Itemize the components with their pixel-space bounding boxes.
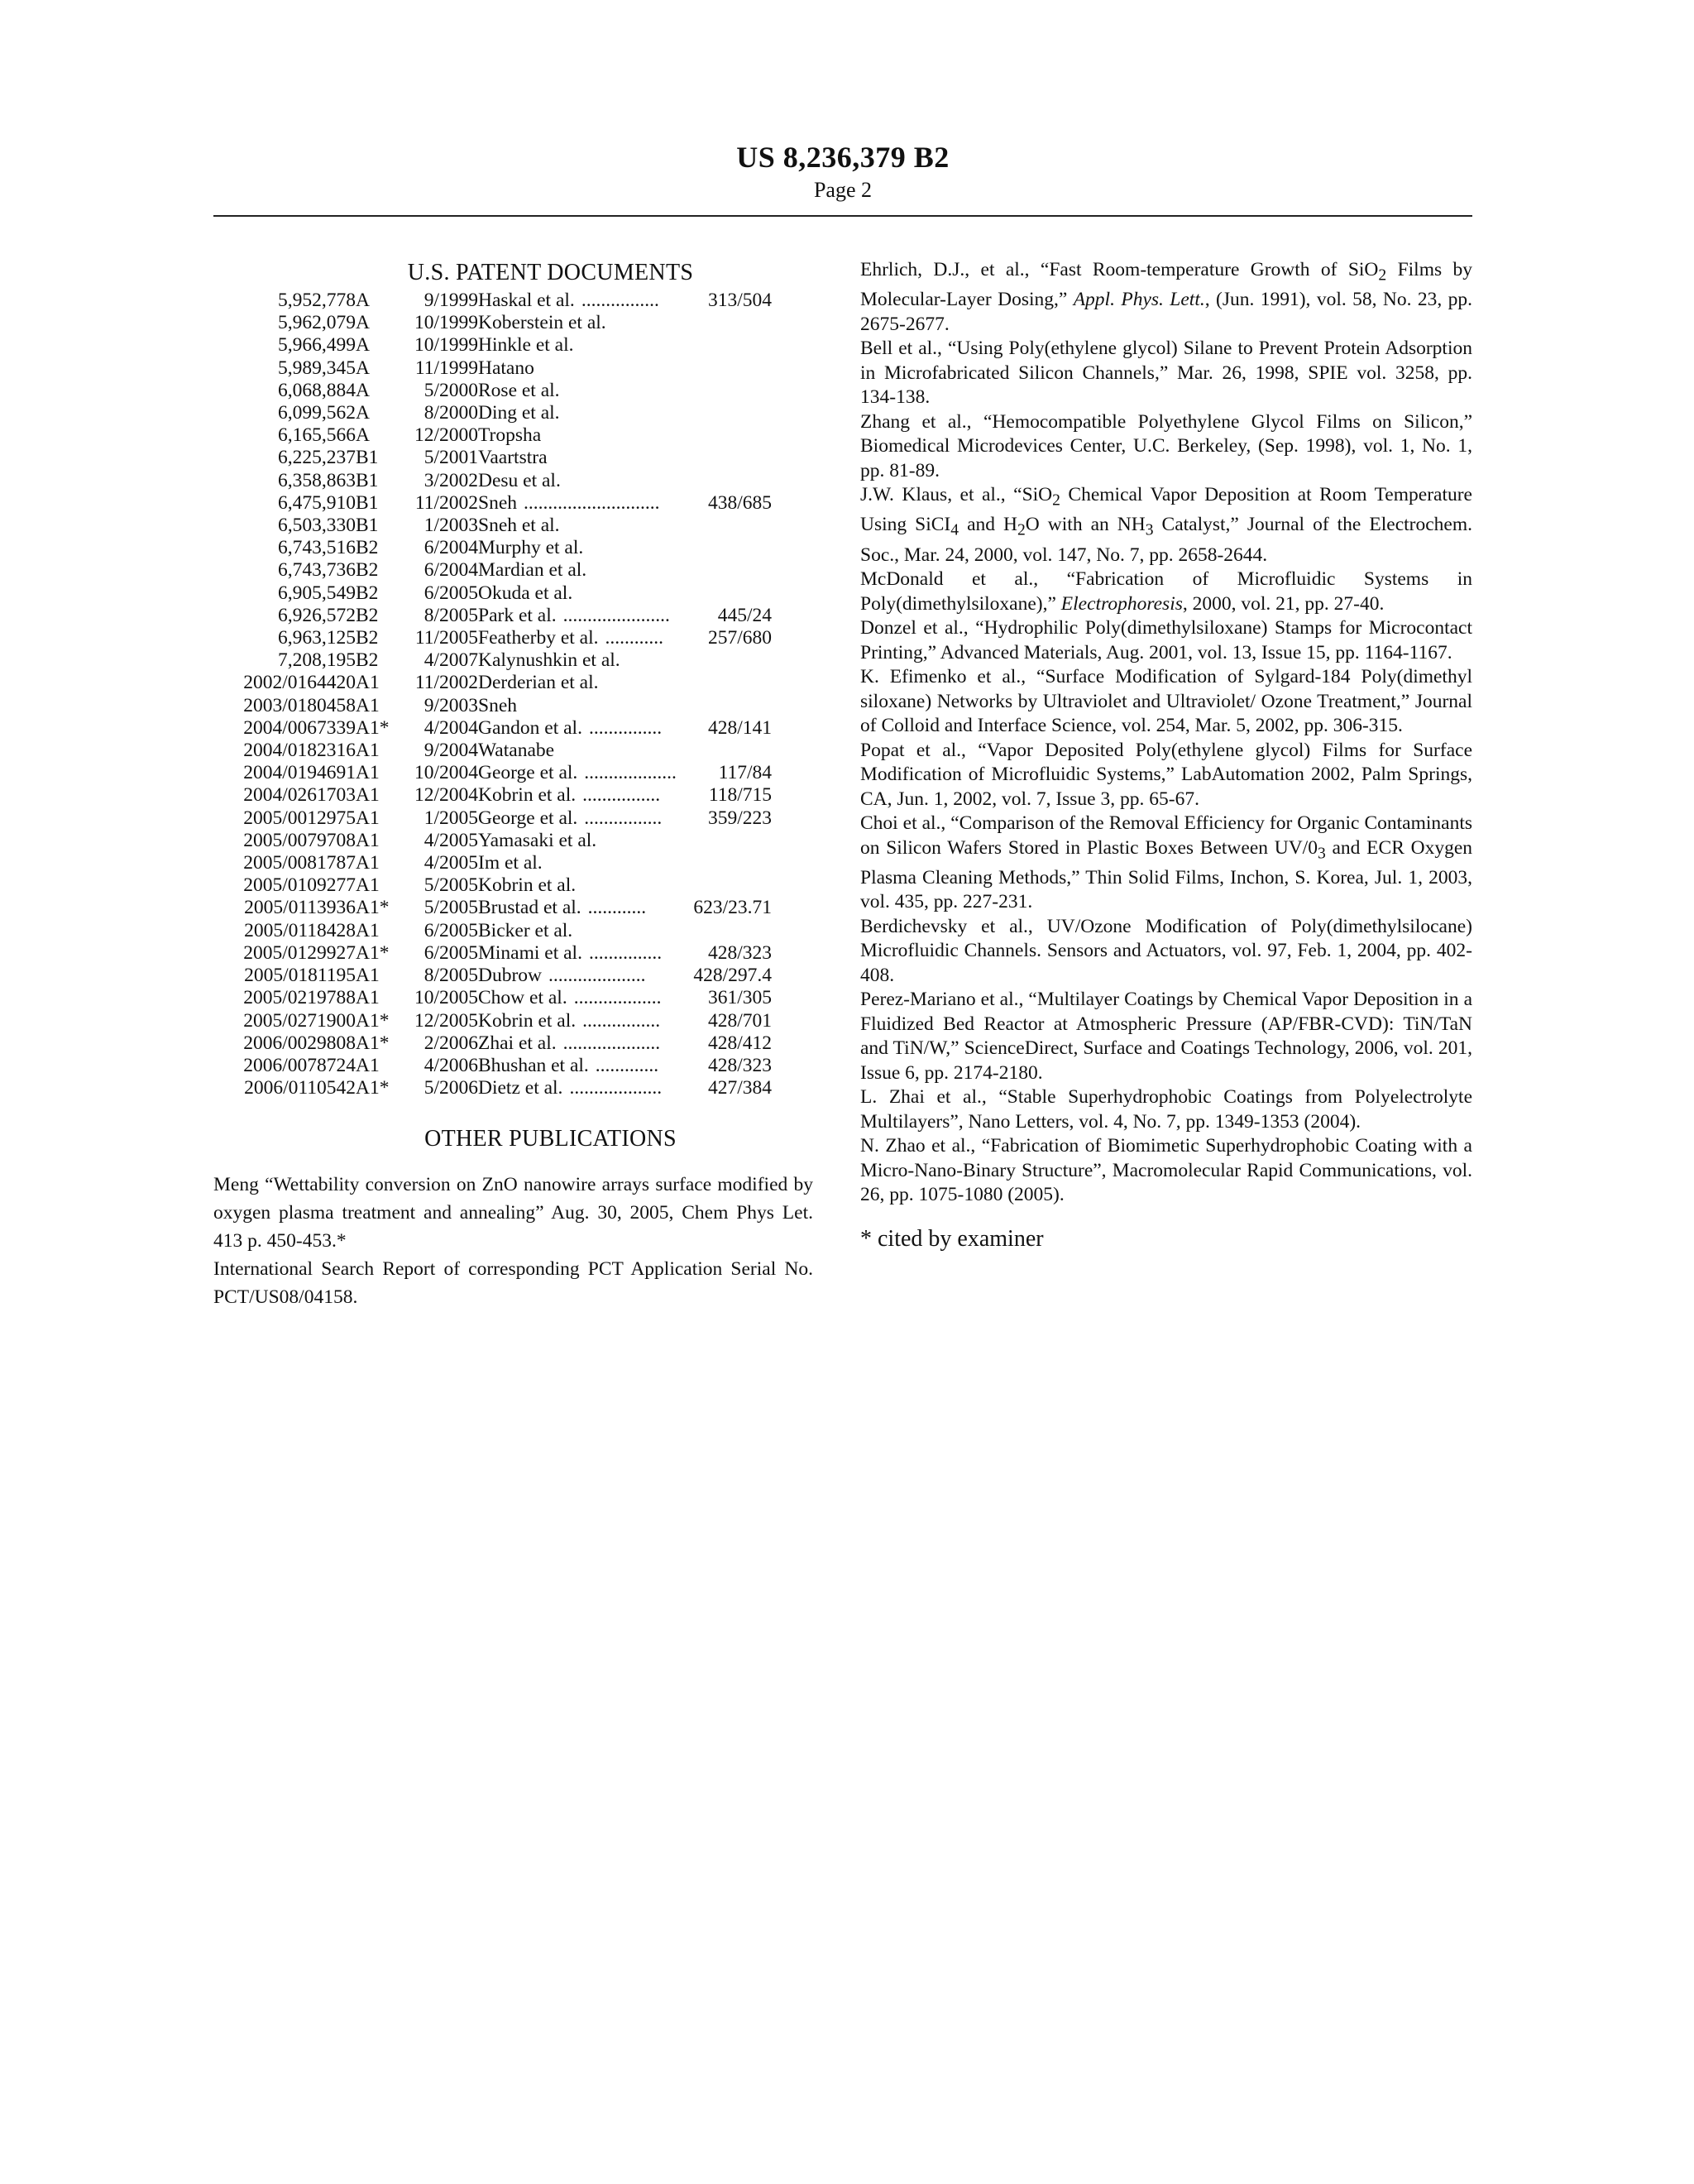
patent-inventor-cell [478,492,772,515]
leader-dots: ............. [595,1054,659,1076]
patent-date-cell: 6/2005 [424,919,478,941]
classification-code: 428/323 [707,1054,772,1076]
patent-row [213,290,772,312]
patent-inventor-cell [478,470,772,492]
leader-dots: .................. [573,987,662,1009]
patent-inventor-cell [478,380,772,402]
patent-number-cell: 6,068,884 [278,379,356,401]
patent-row [213,897,772,919]
leader-dots: ................ [584,807,663,829]
patent-inventor-cell [478,357,772,380]
leader-dots: .................... [562,1032,661,1054]
patent-number-cell: 2004/0261703 [243,784,356,807]
classification-code: 428/297.4 [693,965,772,987]
patent-row [213,312,772,334]
patent-date-cell: 10/2005 [414,987,478,1009]
classification-code: 445/24 [717,604,772,626]
patent-kind-cell: A1 [356,987,380,1009]
inventor-name: Bicker et al. [478,919,573,941]
patent-date-cell: 8/2000 [424,402,478,424]
publication-entry: Choi et al., “Comparison of the Removal Efficiency for Organic Contaminants on Silicon Wafers Stored in Plastic Boxes Between $UV/0_3$ and ECR Oxygen Plasma Cleaning Methods,” Thin Solid Films, Inchon, S. Korea, Jul. 1, 2003, vol. 435, pp. 227-231. [860,812,1472,913]
patent-date-cell: 12/2000 [414,424,478,447]
patent-date-cell: 9/2003 [424,694,478,716]
patent-row [213,470,772,492]
patent-date-cell: 5/2005 [424,897,478,919]
patent-inventor-cell [478,672,772,694]
patent-kind-cell: A1 [356,784,380,807]
patent-number: US 8,236,379 B2 [736,141,950,174]
inventor-name: Tropsha [478,424,542,447]
patent-number-cell: 2002/0164420 [243,672,356,694]
patent-date-cell: 4/2005 [424,852,478,874]
patent-inventor-cell [478,942,772,965]
patent-row [213,492,772,515]
patent-date-cell: 12/2005 [414,1009,478,1032]
inventor-name: Minami et al. [478,941,582,964]
classification-code: 118/715 [708,784,772,807]
publication-entry: Zhang et al., “Hemocompatible Polyethylene Glycol Films on Silicon,” Biomedical Microdevices Center, U.C. Berkeley, (Sep. 1998), vol. 1, No. 1, pp. 81-89. [860,410,1472,481]
header-rule [213,215,1472,217]
inventor-name: Sneh [478,694,517,716]
patent-date-cell: 5/2005 [424,874,478,897]
patent-number-cell: 5,966,499 [278,334,356,357]
patent-inventor-cell [478,1055,772,1077]
patent-row [213,920,772,942]
patent-date-cell: 4/2006 [424,1054,478,1076]
publication-entry: J.W. Klaus, et al., “SiO$_2$ Chemical Vapor Deposition at Room Temperature Using SiCI$_4$ and $H_2O$ with an $NH_3$ Catalyst,” Journal of the Electrochem. Soc., Mar. 24, 2000, vol. 147, No. 7, pp. 2658-2644. [860,484,1472,566]
inventor-name: Kalynushkin et al. [478,649,620,672]
inventor-name: Mardian et al. [478,559,587,582]
patent-inventor-cell [478,987,772,1009]
patent-kind-cell: A1 [356,829,380,851]
patent-date-cell: 11/2002 [414,491,478,514]
publication-entry: Meng “Wettability conversion on ZnO nanowire arrays surface modified by oxygen plasma treatment and annealing” Aug. 30, 2005, Chem Phys Let. 413 p. 450-453.* [213,1174,813,1252]
inventor-name: Hatano [478,357,534,379]
patent-kind-cell: A [356,312,370,334]
classification-code: 361/305 [707,987,772,1009]
patent-row [213,605,772,627]
inventor-name: Yamasaki et al. [478,829,597,851]
patent-number-cell: 5,989,345 [278,357,356,379]
inventor-name: George et al. [478,807,578,829]
patent-inventor-cell [478,965,772,987]
patent-number-cell: 2005/0109277 [243,874,356,897]
patent-date-cell: 5/2006 [424,1077,478,1099]
patent-date-cell: 8/2005 [424,604,478,626]
patent-kind-cell: A1* [356,716,390,739]
leader-dots: ............... [588,716,663,739]
inventor-name: Kobrin et al. [478,784,577,807]
inventor-name: Vaartstra [478,447,548,469]
inventor-name: Chow et al. [478,987,567,1009]
patent-date-cell: 10/1999 [414,334,478,357]
patent-documents-table [213,290,772,1099]
patent-inventor-cell [478,920,772,942]
patent-documents-heading: U.S. PATENT DOCUMENTS [407,260,694,285]
patent-date-cell: 4/2007 [424,649,478,672]
patent-kind-cell: B2 [356,559,379,582]
patent-kind-cell: A1 [356,874,380,897]
patent-kind-cell: A1* [356,897,390,919]
patent-row [213,740,772,762]
patent-inventor-cell [478,852,772,874]
patent-row [213,402,772,424]
patent-row [213,447,772,469]
patent-kind-cell: B2 [356,537,379,559]
publication-entry: Donzel et al., “Hydrophilic Poly(dimethylsiloxane) Stamps for Microcontact Printing,” Advanced Materials, Aug. 2001, vol. 13, Issue 15, pp. 1164-1167. [860,617,1472,663]
leader-dots: ............... [588,941,663,964]
inventor-name: Park et al. [478,604,557,626]
patent-date-cell: 4/2005 [424,829,478,851]
patent-inventor-cell [478,717,772,740]
leader-dots: .................... [548,965,646,987]
patent-date-cell: 11/2002 [414,672,478,694]
patent-date-cell: 5/2001 [424,447,478,469]
patent-row [213,559,772,582]
inventor-name: Brustad et al. [478,897,581,919]
patent-number-cell: 6,225,237 [278,447,356,469]
page-header [213,139,1472,204]
patent-row [213,852,772,874]
patent-row [213,582,772,605]
inventor-name: Gandon et al. [478,716,582,739]
inventor-name: Bhushan et al. [478,1054,589,1076]
publication-entry: N. Zhao et al., “Fabrication of Biomimetic Superhydrophobic Coating with a Micro-Nano-Binary Structure”, Macromolecular Rapid Communications, vol. 26, pp. 1075-1080 (2005). [860,1135,1472,1206]
patent-kind-cell: B2 [356,649,379,672]
patent-kind-cell: B2 [356,604,379,626]
publication-entry: Popat et al., “Vapor Deposited Poly(ethylene glycol) Films for Surface Modification of Microfluidic Systems,” LabAutomation 2002, Palm Springs, CA, Jun. 1, 2002, vol. 7, Issue 3, pp. 65-67. [860,739,1472,810]
patent-date-cell: 12/2004 [414,784,478,807]
patent-inventor-cell [478,312,772,334]
patent-kind-cell: A1 [356,672,380,694]
inventor-name: Kobrin et al. [478,874,577,897]
patent-number-cell: 6,358,863 [278,469,356,491]
publication-entry: Bell et al., “Using Poly(ethylene glycol) Silane to Prevent Protein Adsorption in Microfabricated Silicon Channels,” Mar. 26, 1998, SPIE vol. 3258, pp. 134-138. [860,338,1472,409]
patent-row [213,334,772,357]
patent-inventor-cell [478,740,772,762]
patent-kind-cell: A1 [356,1054,380,1076]
patent-kind-cell: B1 [356,447,379,469]
patent-row [213,874,772,897]
patent-date-cell: 5/2000 [424,379,478,401]
patent-number-cell: 2004/0067339 [243,716,356,739]
patent-inventor-cell [478,1077,772,1099]
patent-number-cell: 6,099,562 [278,402,356,424]
leader-dots: ................... [569,1077,663,1099]
classification-code: 117/84 [718,762,772,784]
patent-inventor-cell [478,1010,772,1032]
patent-number-cell: 6,475,910 [278,491,356,514]
patent-number-cell: 2005/0113936 [244,897,356,919]
inventor-name: Dubrow [478,965,543,987]
patent-kind-cell: A1 [356,965,380,987]
publication-entry: McDonald et al., “Fabrication of Microfluidic Systems in Poly(dimethylsiloxane),” Electrophoresis, 2000, vol. 21, pp. 27-40. [860,568,1472,615]
leader-dots: ................ [582,1009,661,1032]
leader-dots: ............ [587,897,647,919]
classification-code: 623/23.71 [693,897,772,919]
patent-number-cell: 6,743,516 [278,537,356,559]
inventor-name: Sneh et al. [478,515,560,537]
patent-date-cell: 1/2005 [424,807,478,829]
classification-code: 428/323 [707,941,772,964]
patent-date-cell: 6/2004 [424,537,478,559]
patent-kind-cell: A [356,290,370,311]
patent-kind-cell: A [356,379,370,401]
patent-row [213,762,772,784]
publication-entry: Perez-Mariano et al., “Multilayer Coatings by Chemical Vapor Deposition in a Fluidized Bed Reactor at Atmospheric Pressure (AP/FBR-CVD): TiN/TaN and TiN/W,” ScienceDirect, Surface and Coatings Technology, 2006, vol. 201, Issue 6, pp. 2174-2180. [860,989,1472,1084]
patent-row [213,1077,772,1099]
left-column [213,258,813,1311]
leader-dots: ................ [581,290,659,311]
inventor-name: Hinkle et al. [478,334,574,357]
patent-date-cell: 6/2004 [424,559,478,582]
patent-inventor-cell [478,1032,772,1055]
patent-kind-cell: A1* [356,1077,390,1099]
patent-row [213,965,772,987]
cited-by-examiner-note: * cited by examiner [860,1225,1044,1252]
patent-inventor-cell [478,334,772,357]
classification-code: 359/223 [707,807,772,829]
patent-row [213,1032,772,1055]
patent-number-cell: 6,165,566 [278,424,356,447]
page-number: Page 2 [813,178,873,202]
patent-row [213,830,772,852]
inventor-name: Featherby et al. [478,627,599,649]
inventor-name: Ding et al. [478,402,560,424]
patent-number-cell: 2005/0219788 [243,987,356,1009]
patent-inventor-cell [478,559,772,582]
patent-kind-cell: B2 [356,627,379,649]
inventor-name: George et al. [478,762,578,784]
patent-inventor-cell [478,695,772,717]
patent-kind-cell: A [356,402,370,424]
publication-entry: Ehrlich, D.J., et al., “Fast Room-temperature Growth of SiO$_2$ Films by Molecular-Layer Dosing,” Appl. Phys. Lett., (Jun. 1991), vol. 58, No. 23, pp. 2675-2677. [860,259,1473,335]
patent-number-cell: 6,503,330 [278,515,356,537]
patent-number-cell: 2004/0194691 [243,762,356,784]
patent-kind-cell: A1 [356,694,380,716]
patent-kind-cell: A1 [356,919,380,941]
patent-date-cell: 4/2004 [424,716,478,739]
classification-code: 428/701 [707,1009,772,1032]
patent-number-cell: 6,905,549 [278,582,356,604]
patent-row [213,784,772,807]
patent-kind-cell: A [356,424,370,447]
patent-row [213,424,772,447]
inventor-name: Zhai et al. [478,1032,557,1054]
patent-number-cell: 2005/0079708 [243,829,356,851]
publication-entry: Berdichevsky et al., UV/Ozone Modification of Poly(dimethylsilocane) Microfluidic Channels. Sensors and Actuators, vol. 97, Feb. 1, 2004, pp. 402-408. [860,915,1472,986]
leader-dots: ................ [582,784,661,807]
patent-kind-cell: A1* [356,1032,390,1054]
patent-date-cell: 11/1999 [414,357,478,379]
patent-inventor-cell [478,515,772,537]
patent-kind-cell: A1 [356,807,380,829]
patent-row [213,649,772,672]
patent-inventor-cell [478,447,772,469]
inventor-name: Derderian et al. [478,672,599,694]
inventor-name: Rose et al. [478,379,560,401]
patent-kind-cell: A1* [356,1009,390,1032]
left-publications-list [213,1171,813,1311]
leader-dots: ............................ [524,491,660,514]
patent-inventor-cell [478,807,772,830]
patent-number-cell: 6,743,736 [278,559,356,582]
classification-code: 313/504 [707,290,772,311]
patent-kind-cell: A1 [356,852,380,874]
patent-date-cell: 9/1999 [424,290,478,311]
inventor-name: Sneh [478,491,517,514]
patent-number-cell: 2005/0181195 [244,965,356,987]
patent-number-cell: 2005/0118428 [244,919,356,941]
patent-kind-cell: A1 [356,740,380,762]
patent-inventor-cell [478,897,772,919]
patent-date-cell: 11/2005 [414,627,478,649]
classification-code: 428/141 [707,716,772,739]
patent-row [213,627,772,649]
patent-number-cell: 6,963,125 [278,627,356,649]
other-publications-heading: OTHER PUBLICATIONS [424,1126,677,1152]
patent-row [213,357,772,380]
patent-row [213,1055,772,1077]
patent-kind-cell: B1 [356,469,379,491]
patent-date-cell: 9/2004 [424,740,478,762]
patent-number-cell: 2006/0078724 [243,1054,356,1076]
right-publications-list [860,258,1472,1208]
right-column [860,258,1472,1252]
patent-row [213,537,772,559]
patent-row [213,717,772,740]
patent-inventor-cell [478,424,772,447]
patent-number-cell: 6,926,572 [278,604,356,626]
leader-dots: ............ [605,627,664,649]
patent-inventor-cell [478,649,772,672]
patent-kind-cell: A [356,334,370,357]
classification-code: 427/384 [707,1077,772,1099]
patent-kind-cell: B1 [356,491,379,514]
classification-code: 257/680 [707,627,772,649]
patent-date-cell: 1/2003 [424,515,478,537]
inventor-name: Im et al. [478,852,543,874]
patent-inventor-cell [478,762,772,784]
patent-date-cell: 2/2006 [424,1032,478,1054]
patent-date-cell: 6/2005 [424,941,478,964]
patent-kind-cell: A [356,357,370,379]
patent-inventor-cell [478,874,772,897]
patent-row [213,807,772,830]
patent-inventor-cell [478,784,772,807]
inventor-name: Watanabe [478,740,555,762]
patent-number-cell: 2005/0129927 [243,941,356,964]
patent-number-cell: 2004/0182316 [243,740,356,762]
inventor-name: Koberstein et al. [478,312,606,334]
patent-row [213,515,772,537]
inventor-name: Murphy et al. [478,537,584,559]
patent-date-cell: 10/2004 [414,762,478,784]
patent-date-cell: 3/2002 [424,469,478,491]
leader-dots: ...................... [562,604,670,626]
classification-code: 438/685 [707,491,772,514]
patent-number-cell: 7,208,195 [278,649,356,672]
patent-row [213,1010,772,1032]
inventor-name: Dietz et al. [478,1077,563,1099]
publication-entry: K. Efimenko et al., “Surface Modification of Sylgard-184 Poly(dimethyl siloxane) Networks by Ultraviolet and Ultraviolet/ Ozone Treatment,” Journal of Colloid and Interface Science, vol. 254, Mar. 5, 2002, pp. 306-315. [860,666,1472,737]
inventor-name: Haskal et al. [478,290,575,311]
classification-code: 428/412 [707,1032,772,1054]
patent-inventor-cell [478,537,772,559]
patent-number-cell: 2005/0012975 [243,807,356,829]
patent-number-cell: 2006/0110542 [244,1077,356,1099]
patent-row [213,695,772,717]
patent-inventor-cell [478,582,772,605]
patent-date-cell: 6/2005 [424,582,478,604]
patent-number-cell: 2003/0180458 [243,694,356,716]
patent-date-cell: 10/1999 [414,312,478,334]
inventor-name: Kobrin et al. [478,1009,577,1032]
patent-number-cell: 2005/0081787 [243,852,356,874]
inventor-name: Okuda et al. [478,582,573,604]
patent-number-cell: 5,952,778 [278,290,356,311]
publication-entry: International Search Report of corresponding PCT Application Serial No. PCT/US08/04158. [213,1258,813,1309]
patent-inventor-cell [478,830,772,852]
leader-dots: ................... [584,762,677,784]
patent-inventor-cell [478,605,772,627]
inventor-name: Desu et al. [478,469,561,491]
patent-inventor-cell [478,402,772,424]
patent-kind-cell: A1* [356,941,390,964]
patent-inventor-cell [478,290,772,312]
patent-row [213,380,772,402]
patent-kind-cell: B1 [356,515,379,537]
patent-number-cell: 2006/0029808 [243,1032,356,1054]
patent-number-cell: 5,962,079 [278,312,356,334]
patent-kind-cell: B2 [356,582,379,604]
publication-entry: L. Zhai et al., “Stable Superhydrophobic Coatings from Polyelectrolyte Multilayers”, Nano Letters, vol. 4, No. 7, pp. 1349-1353 (2004). [860,1086,1472,1133]
patent-row [213,672,772,694]
patent-kind-cell: A1 [356,762,380,784]
patent-row [213,987,772,1009]
patent-number-cell: 2005/0271900 [243,1009,356,1032]
patent-date-cell: 8/2005 [424,965,478,987]
patent-row [213,942,772,965]
patent-inventor-cell [478,627,772,649]
